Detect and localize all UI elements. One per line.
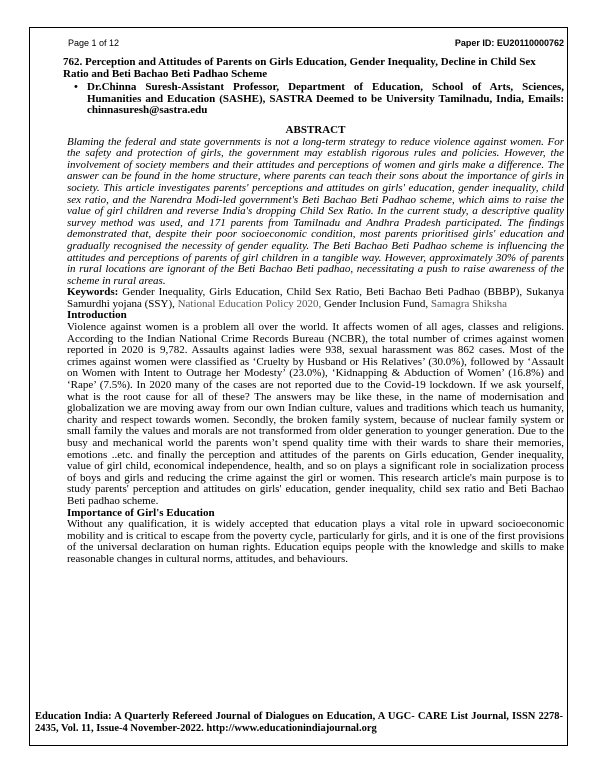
importance-heading: Importance of Girl's Education [67,506,215,519]
keywords-part-2: National Education Policy 2020, [177,297,322,310]
page-number: Page 1 of 12 [68,38,120,48]
keywords-part-4: Samagra Shiksha [430,297,507,310]
abstract-heading: ABSTRACT [285,123,346,136]
keywords-part-1: Gender Inequality, Girls Education, Child Sex Ratio, Beti Bachao Beti Padhao (BBBP), Sukanya Samurdhi yojana (SSY), [67,286,564,310]
author-text: Dr.Chinna Suresh-Assistant Professor, Department of Education, School of Arts, Sciences, Humanities and Education (SASHE), SASTRA Deemed to be University Tamilnadu, India, Emails: chinnasuresh@sastra.edu [87,81,564,117]
paper-id: Paper ID: EU20110000762 [454,38,564,48]
introduction-heading: Introduction [67,309,127,322]
bullet-icon: • [74,81,78,94]
keywords-part-3: Gender Inclusion Fund, [321,297,431,310]
keywords [67,287,564,310]
page-header [68,38,564,52]
keywords-label: Keywords: [67,286,119,299]
article-body [63,54,564,566]
importance-text: Without any qualification, it is widely accepted that education plays a vital role in upward socioeconomic mobility and is critical to escape from the poverty cycle, particularly for girls, and it is one of the first provisions of the universal declaration on human rights. Education equips people with the knowledge and skills to make reasonable changes in cultural norms, attitudes, and behaviours. [67,518,564,565]
abstract-text: Blaming the federal and state governments is not a long-term strategy to reduce violence against women. For the safety and protection of girls, the government may establish rigorous rules and policies. However, the involvement of society members and their attitudes and perceptions of women and girls make a difference. The answer can be found in the home structure, where parents can teach their sons about the importance of girls in society. This article investigates parents' perceptions and attitudes on girls' education, gender inequality, child sex ratio, and the Narendra Modi-led government's Beti Bachao Beti Padhao scheme, which aims to raise the value of girl children and reverse India's dropping Child Sex Ratio. In the current study, a descriptive quality survey method was used, and 171 parents from Tamilnadu and Andhra Pradesh participated. The findings demonstrated that, despite their poor socioeconomic condition, most parents prioritised girls' education and gradually recognised the necessity of gender equality. The Beti Bachao Beti Padhao scheme is influencing the attitudes and perceptions of parents of girl children in a tangible way. However, approximately 30% of parents in rural locations are ignorant of the Beti Bachao Beti padhao, necessitating a push to raise awareness of the scheme in rural areas. [67,135,564,287]
article-title: 762. Perception and Attitudes of Parents on Girls Education, Gender Inequality, Decline in Child Sex Ratio and Beti Bachao Beti Padhao Scheme [63,56,536,80]
introduction-text: Violence against women is a problem all over the world. It affects women of all ages, classes and religions. According to the Indian National Crime Records Bureau (NCBR), the total number of crimes against women reported in 2020 is 9,782. Assaults against ladies were 938, sexual harassment was 862 cases. Most of the crimes against women were classified as ‘Cruelty by Husband or His Relatives’ (30.0%), followed by ‘Assault on Women with Intent to Outrage her Modesty’ (23.0%), ‘Kidnapping & Abduction of Women’ (16.8%) and ‘Rape’ (7.5%). In 2020 many of the cases are not reported due to the Covid-19 lockdown. If we ask yourself, what is the root cause for all of these? The answers may be like these, in the name of modernisation and globalization we are moving away from our own Indian culture, values and traditions which teach us humanity, charity and respect towards women. Secondly, the broken family system, because of nuclear family system or small family the values and morals are not transformed from older generation to younger generation. Due to the busy and mechanical world the parents won’t spend quality time with their wards to share their memories, emotions ..etc. and finally the perception and attitudes of the parents on Girls education, Gender inequality, value of girl child, economical independence, health, and so on plays a significant role in socialization process of boys and girls and reducing the crime against the girl or women. This research article's main purpose is to study parents' perception and attitudes on girls' education, gender inequality, child sex ratio and Beti Bachao Beti padhao scheme. [67,321,564,507]
journal-footer: Education India: A Quarterly Refereed Journal of Dialogues on Education, A UGC- CARE List Journal, ISSN 2278-2435, Vol. 11, Issue-4 November-2022. http://www.educationindiajournal.org [35,711,563,734]
author-affiliation [70,82,564,117]
